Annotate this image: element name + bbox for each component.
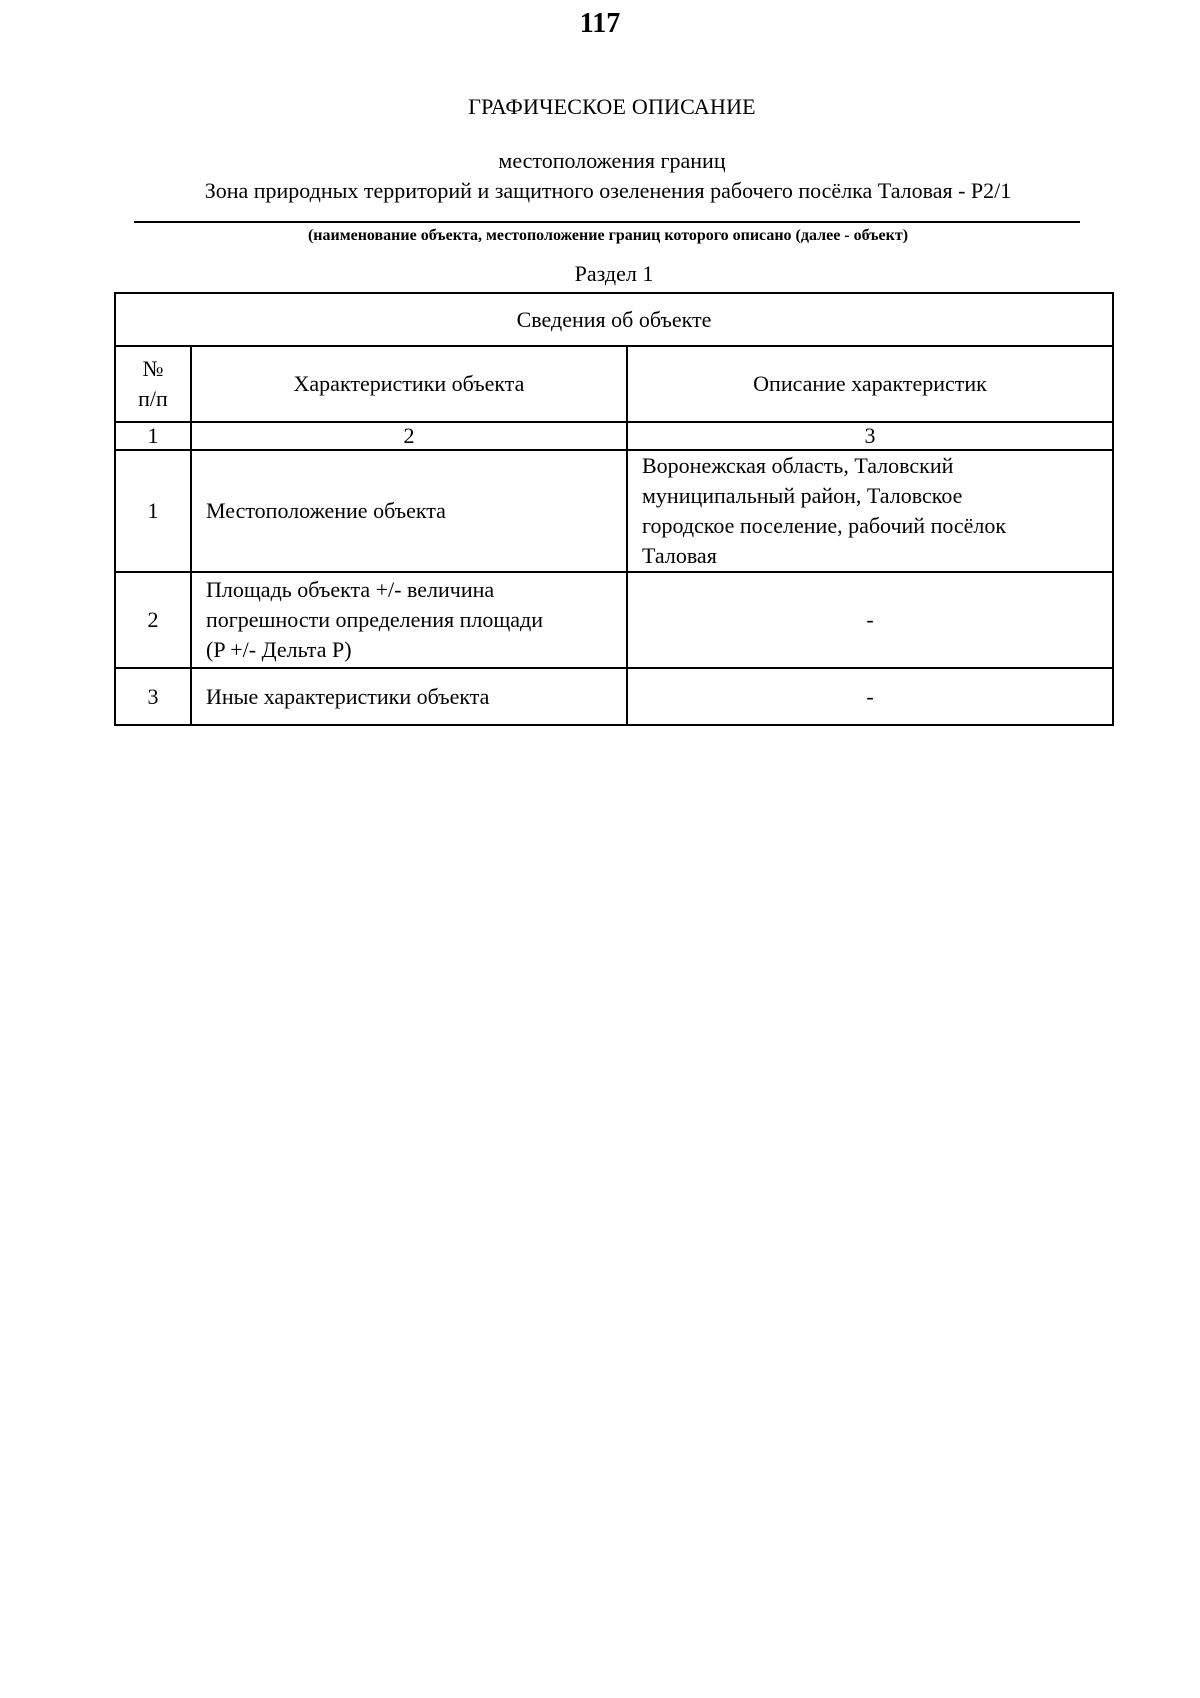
row-description [627, 572, 1113, 668]
section-label: Раздел 1 [574, 261, 654, 286]
document-title: ГРАФИЧЕСКОЕ ОПИСАНИЕ [468, 94, 756, 119]
object-name-caption: (наименование объекта, местоположение границ которого описано (далее - объект) [307, 227, 909, 244]
row-description [627, 450, 1113, 572]
table-title: Сведения об объекте [115, 293, 1113, 346]
header-number-line2: п/п [138, 386, 168, 411]
table-row [115, 668, 1113, 725]
row-number: 2 [115, 572, 191, 668]
table-title-row [115, 293, 1113, 346]
table-header-row [115, 346, 1113, 422]
row-number: 1 [115, 450, 191, 572]
subtitle-object-name: Зона природных территорий и защитного озеленения рабочего посёлка Таловая - Р2/1 [204, 178, 1012, 203]
page-number: 117 [579, 8, 621, 39]
column-number-row [115, 422, 1113, 450]
object-info-table [114, 292, 1114, 726]
characteristic-line: Иные характеристики объекта [206, 683, 490, 709]
characteristic-line: (P +/- Дельта P) [206, 637, 352, 662]
row-characteristic [191, 572, 627, 668]
description-line: - [866, 683, 874, 709]
description-line: Воронежская область, Таловский [642, 453, 954, 478]
characteristic-line: Местоположение объекта [206, 498, 446, 523]
row-description [627, 668, 1113, 725]
header-description: Описание характеристик [627, 346, 1113, 422]
row-characteristic [191, 450, 627, 572]
description-line: городское поселение, рабочий посёлок [642, 513, 1007, 538]
characteristic-line: Площадь объекта +/- величина [206, 577, 495, 602]
row-characteristic [191, 668, 627, 725]
description-line: - [866, 607, 874, 632]
column-number: 2 [191, 422, 627, 450]
characteristic-line: погрешности определения площади [206, 607, 544, 632]
description-line: Таловая [642, 543, 717, 568]
header-number [115, 346, 191, 422]
table-row [115, 572, 1113, 668]
description-line: муниципальный район, Таловское [642, 483, 963, 508]
header-number-line1: № [142, 356, 164, 381]
table-row [115, 450, 1113, 572]
subtitle-boundaries: местоположения границ [498, 148, 726, 173]
row-number: 3 [115, 668, 191, 725]
underline-rule [134, 221, 1080, 223]
header-characteristics: Характеристики объекта [191, 346, 627, 422]
column-number: 1 [115, 422, 191, 450]
column-number: 3 [627, 422, 1113, 450]
